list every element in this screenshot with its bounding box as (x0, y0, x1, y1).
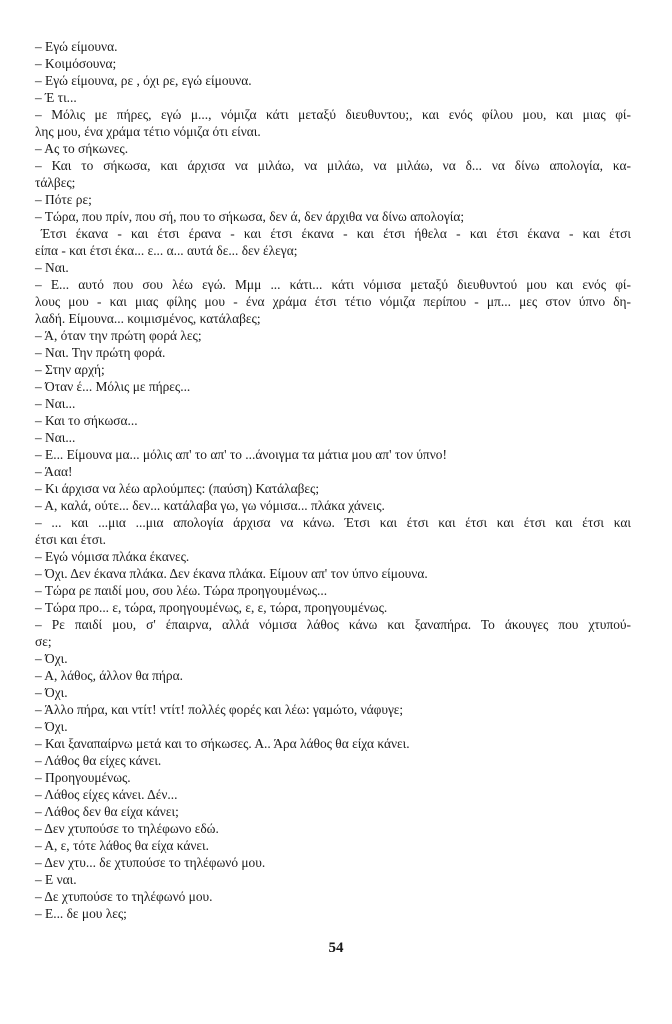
transcript-text (35, 38, 631, 922)
text-line: – Α, λάθος, άλλον θα πήρα. (35, 668, 183, 683)
text-line: – Όχι. (35, 651, 68, 666)
text-line: – Τώρα, που πρίν, που σή, που το σήκωσα, δεν ά, δεν άρχιθα να δίνω απολογία; (35, 209, 465, 224)
text-line: – Δεν χτυ... δε χτυπούσε το τηλέφωνό μου. (35, 855, 266, 870)
text-line: – Ρε παιδί μου, σ' έπαιρνα, αλλά νόμισα λάθος κάνω και ξαναπήρα. Το άκουγες που χτυπού- (35, 617, 631, 632)
text-line: – Όχι. (35, 719, 68, 734)
text-line: σε; (35, 634, 52, 649)
text-line: – Όχι. (35, 685, 68, 700)
text-line: – Κοιμόσουνα; (35, 56, 117, 71)
text-line: λης μου, ένα χράμα τέτιο νόμιζα ότι είναι. (35, 124, 261, 139)
text-line: – Ά, όταν την πρώτη φορά λες; (35, 328, 202, 343)
text-line: Έτσι έκανα - και έτσι έρανα - και έτσι έκανα - και έτσι ήθελα - και έτσι έκανα - και έτσι (41, 226, 631, 241)
text-line: – Λάθος θα είχες κάνει. (35, 753, 162, 768)
text-line: – Στην αρχή; (35, 362, 105, 377)
text-line: – Ας το σήκωνες. (35, 141, 129, 156)
text-line: – Ε... Είμουνα μα... μόλις απ' το απ' το ...άνοιγμα τα μάτια μου απ' τον ύπνο! (35, 447, 447, 462)
text-line: – Εγώ νόμισα πλάκα έκανες. (35, 549, 190, 564)
page-number: 54 (328, 940, 344, 956)
text-line: – Ναι... (35, 396, 76, 411)
text-line: – Άλλο πήρα, και ντίτ! ντίτ! πολλές φορές και λέω: γαμώτο, νάφυγε; (35, 702, 404, 717)
text-line: λους μου - και μιας φίλης μου - ένα χράμα έτσι τέτιο νόμιζα περίπου - μπ... μες στον ύπνο δη- (35, 294, 631, 309)
text-line: – Ναι. (35, 260, 69, 275)
text-line: – Όταν έ... Μόλις με πήρες... (35, 379, 191, 394)
text-line: – Ε... αυτό που σου λέω εγώ. Μμμ ... κάτι... κάτι νόμισα μεταξύ διευθυντού μου και ενός φί- (35, 277, 631, 292)
text-line: – Και το σήκωσα... (35, 413, 138, 428)
text-line: – ... και ...μια ...μια απολογία άρχισα να κάνω. Έτσι και έτσι και έτσι και έτσι και έτσι και (35, 515, 631, 530)
text-line: – Δε χτυπούσε το τηλέφωνό μου. (35, 889, 213, 904)
text-line: – Λάθος είχες κάνει. Δέν... (35, 787, 178, 802)
text-line: – Έ τι... (35, 90, 77, 105)
text-line: – Α, ε, τότε λάθος θα είχα κάνει. (35, 838, 209, 853)
text-line: τάλβες; (35, 175, 76, 190)
text-line: – Όχι. Δεν έκανα πλάκα. Δεν έκανα πλάκα. Είμουν απ' τον ύπνο είμουνα. (35, 566, 428, 581)
text-line: – Τώρα προ... ε, τώρα, προηγουμένως, ε, ε, τώρα, προηγουμένως. (35, 600, 388, 615)
text-line: – Ναι... (35, 430, 76, 445)
text-line: – Μόλις με πήρες, εγώ μ..., νόμιζα κάτι μεταξύ διευθυντου;, και ενός φίλου μου, και μιας φί- (35, 107, 631, 122)
text-line: – Και το σήκωσα, και άρχισα να μιλάω, να μιλάω, να μιλάω, να δ... να δίνω απολογία, κα- (35, 158, 631, 173)
text-line: – Κι άρχισα να λέω αρλούμπες: (παύση) Κατάλαβες; (35, 481, 320, 496)
text-line: – Πότε ρε; (35, 192, 92, 207)
text-line: είπα - και έτσι έκα... ε... α... αυτά δε... δεν έλεγα; (35, 243, 298, 258)
text-line: – Α, καλά, ούτε... δεν... κατάλαβα γω, γω νόμισα... πλάκα χάνεις. (35, 498, 385, 513)
text-line: – Ε ναι. (35, 872, 77, 887)
text-line: – Προηγουμένως. (35, 770, 131, 785)
text-line: – Ναι. Την πρώτη φορά. (35, 345, 166, 360)
text-line: – Και ξαναπαίρνω μετά και το σήκωσες. Α.. Άρα λάθος θα είχα κάνει. (35, 736, 410, 751)
text-line: έτσι και έτσι. (35, 532, 106, 547)
text-line: – Εγώ είμουνα, ρε , όχι ρε, εγώ είμουνα. (35, 73, 252, 88)
text-line: λαδή. Είμουνα... κοιμισμένος, κατάλαβες; (35, 311, 261, 326)
text-line: – Εγώ είμουνα. (35, 39, 118, 54)
text-line: – Λάθος δεν θα είχα κάνει; (35, 804, 179, 819)
text-line: – Ε... δε μου λες; (35, 906, 127, 921)
text-line: – Άαα! (35, 464, 73, 479)
text-line: – Δεν χτυπούσε το τηλέφωνο εδώ. (35, 821, 219, 836)
text-line: – Τώρα ρε παιδί μου, σου λέω. Τώρα προηγουμένως... (35, 583, 328, 598)
